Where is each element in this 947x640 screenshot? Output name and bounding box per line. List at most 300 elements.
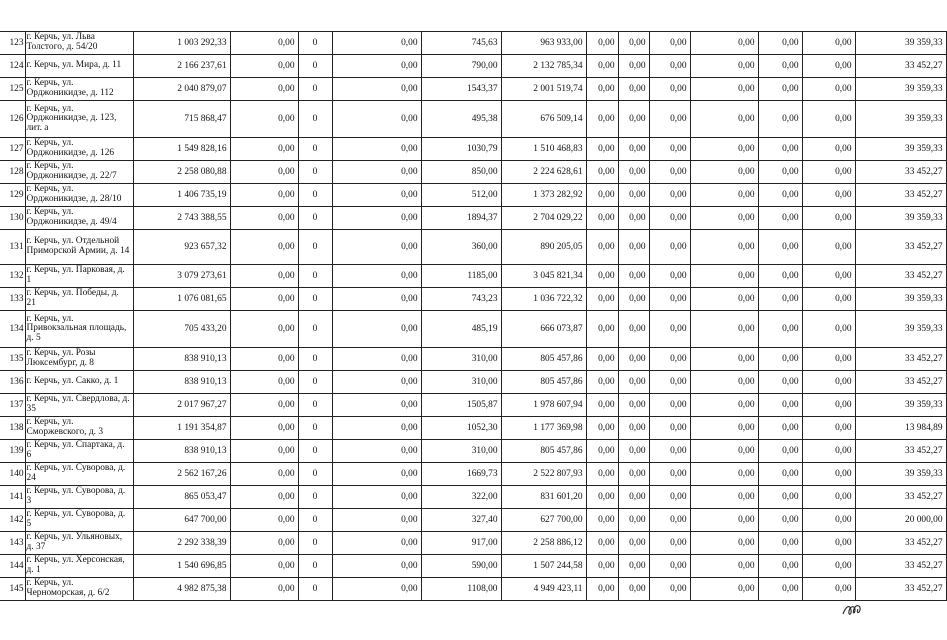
value-cell: 0,00 bbox=[758, 371, 802, 394]
table-row bbox=[0, 509, 946, 532]
value-cell: 0,00 bbox=[649, 555, 690, 578]
total-cost-cell: 865 053,47 bbox=[133, 486, 230, 509]
address-cell: г. Керчь, ул. Суворова, д. 3 bbox=[25, 486, 133, 509]
address-cell: г. Керчь, ул. Херсонская, д. 1 bbox=[25, 555, 133, 578]
row-number: 145 bbox=[0, 578, 25, 601]
other-cost-cell: 33 452,27 bbox=[855, 230, 946, 265]
value-cell: 0,00 bbox=[332, 101, 421, 138]
other-cost-cell: 39 359,33 bbox=[855, 207, 946, 230]
value-cell: 0,00 bbox=[690, 101, 758, 138]
count-cell: 0 bbox=[298, 32, 332, 55]
other-cost-cell: 39 359,33 bbox=[855, 32, 946, 55]
row-number: 144 bbox=[0, 555, 25, 578]
value-cell: 0,00 bbox=[586, 78, 618, 101]
table-row bbox=[0, 578, 946, 601]
value-cell: 0,00 bbox=[758, 288, 802, 311]
address-cell: г. Керчь, ул. Мира, д. 11 bbox=[25, 55, 133, 78]
table-row bbox=[0, 207, 946, 230]
value-cell: 0,00 bbox=[802, 509, 855, 532]
count-cell: 0 bbox=[298, 371, 332, 394]
work-cost-cell: 963 933,00 bbox=[501, 32, 586, 55]
value-cell: 0,00 bbox=[230, 463, 298, 486]
address-cell: г. Керчь, ул. Черноморская, д. 6/2 bbox=[25, 578, 133, 601]
value-cell: 0,00 bbox=[230, 532, 298, 555]
area-cell: 1185,00 bbox=[421, 265, 501, 288]
value-cell: 0,00 bbox=[690, 578, 758, 601]
count-cell: 0 bbox=[298, 265, 332, 288]
count-cell: 0 bbox=[298, 486, 332, 509]
area-cell: 485,19 bbox=[421, 311, 501, 348]
value-cell: 0,00 bbox=[586, 532, 618, 555]
value-cell: 0,00 bbox=[230, 101, 298, 138]
work-cost-cell: 1 507 244,58 bbox=[501, 555, 586, 578]
value-cell: 0,00 bbox=[586, 371, 618, 394]
row-number: 124 bbox=[0, 55, 25, 78]
value-cell: 0,00 bbox=[802, 161, 855, 184]
value-cell: 0,00 bbox=[230, 417, 298, 440]
value-cell: 0,00 bbox=[332, 32, 421, 55]
value-cell: 0,00 bbox=[618, 230, 649, 265]
table-row bbox=[0, 78, 946, 101]
other-cost-cell: 39 359,33 bbox=[855, 394, 946, 417]
value-cell: 0,00 bbox=[332, 509, 421, 532]
value-cell: 0,00 bbox=[802, 578, 855, 601]
value-cell: 0,00 bbox=[690, 371, 758, 394]
other-cost-cell: 20 000,00 bbox=[855, 509, 946, 532]
value-cell: 0,00 bbox=[332, 417, 421, 440]
value-cell: 0,00 bbox=[649, 55, 690, 78]
value-cell: 0,00 bbox=[586, 394, 618, 417]
other-cost-cell: 33 452,27 bbox=[855, 532, 946, 555]
value-cell: 0,00 bbox=[586, 101, 618, 138]
address-cell: г. Керчь, ул. Спартака, д. 6 bbox=[25, 440, 133, 463]
count-cell: 0 bbox=[298, 230, 332, 265]
row-number: 141 bbox=[0, 486, 25, 509]
row-number: 129 bbox=[0, 184, 25, 207]
count-cell: 0 bbox=[298, 578, 332, 601]
area-cell: 745,63 bbox=[421, 32, 501, 55]
value-cell: 0,00 bbox=[758, 265, 802, 288]
other-cost-cell: 39 359,33 bbox=[855, 101, 946, 138]
value-cell: 0,00 bbox=[618, 32, 649, 55]
value-cell: 0,00 bbox=[586, 184, 618, 207]
row-number: 128 bbox=[0, 161, 25, 184]
value-cell: 0,00 bbox=[802, 184, 855, 207]
row-number: 123 bbox=[0, 32, 25, 55]
area-cell: 360,00 bbox=[421, 230, 501, 265]
value-cell: 0,00 bbox=[649, 509, 690, 532]
value-cell: 0,00 bbox=[649, 288, 690, 311]
row-number: 131 bbox=[0, 230, 25, 265]
value-cell: 0,00 bbox=[618, 555, 649, 578]
total-cost-cell: 4 982 875,38 bbox=[133, 578, 230, 601]
row-number: 139 bbox=[0, 440, 25, 463]
value-cell: 0,00 bbox=[230, 348, 298, 371]
value-cell: 0,00 bbox=[332, 348, 421, 371]
value-cell: 0,00 bbox=[802, 555, 855, 578]
value-cell: 0,00 bbox=[649, 138, 690, 161]
address-cell: г. Керчь, ул. Орджоникидзе, д. 126 bbox=[25, 138, 133, 161]
area-cell: 1030,79 bbox=[421, 138, 501, 161]
work-cost-cell: 1 036 722,32 bbox=[501, 288, 586, 311]
value-cell: 0,00 bbox=[586, 55, 618, 78]
value-cell: 0,00 bbox=[332, 463, 421, 486]
value-cell: 0,00 bbox=[586, 348, 618, 371]
total-cost-cell: 2 258 080,88 bbox=[133, 161, 230, 184]
count-cell: 0 bbox=[298, 138, 332, 161]
count-cell: 0 bbox=[298, 555, 332, 578]
value-cell: 0,00 bbox=[586, 138, 618, 161]
value-cell: 0,00 bbox=[230, 394, 298, 417]
work-cost-cell: 627 700,00 bbox=[501, 509, 586, 532]
value-cell: 0,00 bbox=[802, 265, 855, 288]
value-cell: 0,00 bbox=[586, 207, 618, 230]
address-cell: г. Керчь, ул. Орджоникидзе, д. 22/7 bbox=[25, 161, 133, 184]
value-cell: 0,00 bbox=[230, 78, 298, 101]
value-cell: 0,00 bbox=[332, 555, 421, 578]
value-cell: 0,00 bbox=[649, 463, 690, 486]
table-row bbox=[0, 184, 946, 207]
value-cell: 0,00 bbox=[802, 532, 855, 555]
other-cost-cell: 33 452,27 bbox=[855, 55, 946, 78]
area-cell: 1108,00 bbox=[421, 578, 501, 601]
value-cell: 0,00 bbox=[649, 440, 690, 463]
value-cell: 0,00 bbox=[802, 394, 855, 417]
area-cell: 1052,30 bbox=[421, 417, 501, 440]
value-cell: 0,00 bbox=[230, 138, 298, 161]
value-cell: 0,00 bbox=[230, 555, 298, 578]
area-cell: 1894,37 bbox=[421, 207, 501, 230]
value-cell: 0,00 bbox=[802, 371, 855, 394]
table-row bbox=[0, 101, 946, 138]
value-cell: 0,00 bbox=[586, 32, 618, 55]
count-cell: 0 bbox=[298, 288, 332, 311]
row-number: 134 bbox=[0, 311, 25, 348]
value-cell: 0,00 bbox=[332, 184, 421, 207]
value-cell: 0,00 bbox=[618, 311, 649, 348]
value-cell: 0,00 bbox=[618, 207, 649, 230]
value-cell: 0,00 bbox=[618, 578, 649, 601]
value-cell: 0,00 bbox=[758, 101, 802, 138]
address-cell: г. Керчь, ул. Орджоникидзе, д. 123, лит. а bbox=[25, 101, 133, 138]
value-cell: 0,00 bbox=[758, 207, 802, 230]
work-cost-cell: 4 949 423,11 bbox=[501, 578, 586, 601]
table-row bbox=[0, 230, 946, 265]
value-cell: 0,00 bbox=[618, 161, 649, 184]
value-cell: 0,00 bbox=[618, 417, 649, 440]
value-cell: 0,00 bbox=[758, 348, 802, 371]
value-cell: 0,00 bbox=[618, 138, 649, 161]
value-cell: 0,00 bbox=[690, 230, 758, 265]
work-cost-cell: 666 073,87 bbox=[501, 311, 586, 348]
value-cell: 0,00 bbox=[230, 371, 298, 394]
value-cell: 0,00 bbox=[649, 78, 690, 101]
table-body bbox=[0, 32, 946, 601]
row-number: 132 bbox=[0, 265, 25, 288]
value-cell: 0,00 bbox=[802, 78, 855, 101]
value-cell: 0,00 bbox=[586, 417, 618, 440]
work-cost-cell: 1 510 468,83 bbox=[501, 138, 586, 161]
value-cell: 0,00 bbox=[618, 265, 649, 288]
address-cell: г. Керчь, ул. Свердлова, д. 35 bbox=[25, 394, 133, 417]
value-cell: 0,00 bbox=[586, 486, 618, 509]
value-cell: 0,00 bbox=[649, 207, 690, 230]
value-cell: 0,00 bbox=[802, 311, 855, 348]
row-number: 133 bbox=[0, 288, 25, 311]
total-cost-cell: 838 910,13 bbox=[133, 371, 230, 394]
address-cell: г. Керчь, ул. Привокзальная площадь, д. 5 bbox=[25, 311, 133, 348]
value-cell: 0,00 bbox=[690, 184, 758, 207]
work-cost-cell: 1 373 282,92 bbox=[501, 184, 586, 207]
value-cell: 0,00 bbox=[649, 161, 690, 184]
count-cell: 0 bbox=[298, 394, 332, 417]
row-number: 143 bbox=[0, 532, 25, 555]
value-cell: 0,00 bbox=[802, 440, 855, 463]
value-cell: 0,00 bbox=[758, 555, 802, 578]
value-cell: 0,00 bbox=[332, 440, 421, 463]
other-cost-cell: 39 359,33 bbox=[855, 288, 946, 311]
value-cell: 0,00 bbox=[230, 207, 298, 230]
total-cost-cell: 1 191 354,87 bbox=[133, 417, 230, 440]
value-cell: 0,00 bbox=[690, 32, 758, 55]
value-cell: 0,00 bbox=[618, 509, 649, 532]
address-cell: г. Керчь, ул. Суворова, д. 24 bbox=[25, 463, 133, 486]
value-cell: 0,00 bbox=[649, 101, 690, 138]
work-cost-cell: 3 045 821,34 bbox=[501, 265, 586, 288]
value-cell: 0,00 bbox=[758, 440, 802, 463]
value-cell: 0,00 bbox=[690, 394, 758, 417]
address-cell: г. Керчь, ул. Ульяновых, д. 37 bbox=[25, 532, 133, 555]
address-cell: г. Керчь, ул. Орджоникидзе, д. 28/10 bbox=[25, 184, 133, 207]
count-cell: 0 bbox=[298, 55, 332, 78]
total-cost-cell: 838 910,13 bbox=[133, 348, 230, 371]
value-cell: 0,00 bbox=[690, 417, 758, 440]
work-cost-cell: 2 001 519,74 bbox=[501, 78, 586, 101]
row-number: 137 bbox=[0, 394, 25, 417]
value-cell: 0,00 bbox=[230, 486, 298, 509]
value-cell: 0,00 bbox=[332, 138, 421, 161]
value-cell: 0,00 bbox=[758, 161, 802, 184]
value-cell: 0,00 bbox=[332, 486, 421, 509]
count-cell: 0 bbox=[298, 101, 332, 138]
work-cost-cell: 2 704 029,22 bbox=[501, 207, 586, 230]
count-cell: 0 bbox=[298, 532, 332, 555]
area-cell: 1669,73 bbox=[421, 463, 501, 486]
area-cell: 310,00 bbox=[421, 440, 501, 463]
value-cell: 0,00 bbox=[618, 463, 649, 486]
value-cell: 0,00 bbox=[586, 463, 618, 486]
value-cell: 0,00 bbox=[802, 207, 855, 230]
value-cell: 0,00 bbox=[230, 311, 298, 348]
value-cell: 0,00 bbox=[230, 578, 298, 601]
value-cell: 0,00 bbox=[802, 463, 855, 486]
value-cell: 0,00 bbox=[758, 417, 802, 440]
total-cost-cell: 2 562 167,26 bbox=[133, 463, 230, 486]
value-cell: 0,00 bbox=[690, 509, 758, 532]
value-cell: 0,00 bbox=[690, 311, 758, 348]
table-row bbox=[0, 348, 946, 371]
value-cell: 0,00 bbox=[690, 265, 758, 288]
value-cell: 0,00 bbox=[690, 486, 758, 509]
value-cell: 0,00 bbox=[332, 161, 421, 184]
value-cell: 0,00 bbox=[586, 230, 618, 265]
other-cost-cell: 33 452,27 bbox=[855, 184, 946, 207]
row-number: 130 bbox=[0, 207, 25, 230]
value-cell: 0,00 bbox=[690, 532, 758, 555]
value-cell: 0,00 bbox=[690, 463, 758, 486]
address-cell: г. Керчь, ул. Розы Люксембург, д. 8 bbox=[25, 348, 133, 371]
value-cell: 0,00 bbox=[618, 371, 649, 394]
area-cell: 1543,37 bbox=[421, 78, 501, 101]
address-cell: г. Керчь, ул. Сакко, д. 1 bbox=[25, 371, 133, 394]
value-cell: 0,00 bbox=[690, 440, 758, 463]
value-cell: 0,00 bbox=[618, 101, 649, 138]
value-cell: 0,00 bbox=[802, 288, 855, 311]
value-cell: 0,00 bbox=[649, 230, 690, 265]
value-cell: 0,00 bbox=[690, 555, 758, 578]
table-row bbox=[0, 32, 946, 55]
value-cell: 0,00 bbox=[586, 265, 618, 288]
total-cost-cell: 1 406 735,19 bbox=[133, 184, 230, 207]
signature-mark bbox=[842, 600, 864, 618]
address-cell: г. Керчь, ул. Льва Толстого, д. 54/20 bbox=[25, 32, 133, 55]
area-cell: 327,40 bbox=[421, 509, 501, 532]
row-number: 127 bbox=[0, 138, 25, 161]
table-row bbox=[0, 394, 946, 417]
table-row bbox=[0, 265, 946, 288]
total-cost-cell: 3 079 273,61 bbox=[133, 265, 230, 288]
work-cost-cell: 676 509,14 bbox=[501, 101, 586, 138]
value-cell: 0,00 bbox=[230, 509, 298, 532]
count-cell: 0 bbox=[298, 417, 332, 440]
value-cell: 0,00 bbox=[649, 486, 690, 509]
row-number: 142 bbox=[0, 509, 25, 532]
other-cost-cell: 33 452,27 bbox=[855, 265, 946, 288]
total-cost-cell: 1 076 081,65 bbox=[133, 288, 230, 311]
value-cell: 0,00 bbox=[618, 348, 649, 371]
value-cell: 0,00 bbox=[618, 532, 649, 555]
count-cell: 0 bbox=[298, 78, 332, 101]
total-cost-cell: 715 868,47 bbox=[133, 101, 230, 138]
other-cost-cell: 33 452,27 bbox=[855, 555, 946, 578]
value-cell: 0,00 bbox=[586, 509, 618, 532]
value-cell: 0,00 bbox=[230, 55, 298, 78]
row-number: 125 bbox=[0, 78, 25, 101]
value-cell: 0,00 bbox=[802, 486, 855, 509]
work-cost-cell: 2 224 628,61 bbox=[501, 161, 586, 184]
count-cell: 0 bbox=[298, 463, 332, 486]
total-cost-cell: 2 017 967,27 bbox=[133, 394, 230, 417]
value-cell: 0,00 bbox=[802, 101, 855, 138]
value-cell: 0,00 bbox=[649, 578, 690, 601]
value-cell: 0,00 bbox=[586, 555, 618, 578]
total-cost-cell: 647 700,00 bbox=[133, 509, 230, 532]
value-cell: 0,00 bbox=[802, 55, 855, 78]
total-cost-cell: 2 292 338,39 bbox=[133, 532, 230, 555]
other-cost-cell: 33 452,27 bbox=[855, 371, 946, 394]
count-cell: 0 bbox=[298, 509, 332, 532]
value-cell: 0,00 bbox=[690, 138, 758, 161]
value-cell: 0,00 bbox=[758, 184, 802, 207]
total-cost-cell: 705 433,20 bbox=[133, 311, 230, 348]
work-cost-cell: 831 601,20 bbox=[501, 486, 586, 509]
value-cell: 0,00 bbox=[758, 55, 802, 78]
value-cell: 0,00 bbox=[690, 55, 758, 78]
table-row bbox=[0, 463, 946, 486]
value-cell: 0,00 bbox=[758, 486, 802, 509]
other-cost-cell: 39 359,33 bbox=[855, 138, 946, 161]
total-cost-cell: 1 549 828,16 bbox=[133, 138, 230, 161]
value-cell: 0,00 bbox=[332, 394, 421, 417]
value-cell: 0,00 bbox=[618, 78, 649, 101]
count-cell: 0 bbox=[298, 184, 332, 207]
value-cell: 0,00 bbox=[230, 32, 298, 55]
value-cell: 0,00 bbox=[649, 311, 690, 348]
count-cell: 0 bbox=[298, 207, 332, 230]
work-cost-cell: 805 457,86 bbox=[501, 440, 586, 463]
work-cost-cell: 2 258 886,12 bbox=[501, 532, 586, 555]
work-cost-cell: 805 457,86 bbox=[501, 348, 586, 371]
work-cost-cell: 890 205,05 bbox=[501, 230, 586, 265]
table-row bbox=[0, 417, 946, 440]
row-number: 126 bbox=[0, 101, 25, 138]
row-number: 140 bbox=[0, 463, 25, 486]
total-cost-cell: 1 540 696,85 bbox=[133, 555, 230, 578]
count-cell: 0 bbox=[298, 161, 332, 184]
table-row bbox=[0, 555, 946, 578]
value-cell: 0,00 bbox=[649, 32, 690, 55]
area-cell: 310,00 bbox=[421, 371, 501, 394]
other-cost-cell: 39 359,33 bbox=[855, 78, 946, 101]
row-number: 138 bbox=[0, 417, 25, 440]
value-cell: 0,00 bbox=[332, 78, 421, 101]
value-cell: 0,00 bbox=[758, 463, 802, 486]
value-cell: 0,00 bbox=[332, 578, 421, 601]
value-cell: 0,00 bbox=[586, 288, 618, 311]
value-cell: 0,00 bbox=[758, 230, 802, 265]
value-cell: 0,00 bbox=[618, 394, 649, 417]
value-cell: 0,00 bbox=[618, 486, 649, 509]
value-cell: 0,00 bbox=[230, 230, 298, 265]
other-cost-cell: 33 452,27 bbox=[855, 578, 946, 601]
value-cell: 0,00 bbox=[618, 55, 649, 78]
cost-table bbox=[0, 31, 947, 601]
other-cost-cell: 33 452,27 bbox=[855, 440, 946, 463]
area-cell: 1505,87 bbox=[421, 394, 501, 417]
total-cost-cell: 838 910,13 bbox=[133, 440, 230, 463]
value-cell: 0,00 bbox=[586, 440, 618, 463]
total-cost-cell: 1 003 292,33 bbox=[133, 32, 230, 55]
count-cell: 0 bbox=[298, 440, 332, 463]
table-row bbox=[0, 486, 946, 509]
value-cell: 0,00 bbox=[332, 311, 421, 348]
value-cell: 0,00 bbox=[649, 371, 690, 394]
area-cell: 310,00 bbox=[421, 348, 501, 371]
work-cost-cell: 1 177 369,98 bbox=[501, 417, 586, 440]
value-cell: 0,00 bbox=[230, 184, 298, 207]
table-row bbox=[0, 440, 946, 463]
table-row bbox=[0, 288, 946, 311]
value-cell: 0,00 bbox=[332, 265, 421, 288]
address-cell: г. Керчь, ул. Победы, д. 21 bbox=[25, 288, 133, 311]
value-cell: 0,00 bbox=[758, 394, 802, 417]
area-cell: 512,00 bbox=[421, 184, 501, 207]
total-cost-cell: 2 743 388,55 bbox=[133, 207, 230, 230]
value-cell: 0,00 bbox=[332, 230, 421, 265]
value-cell: 0,00 bbox=[230, 440, 298, 463]
area-cell: 743,23 bbox=[421, 288, 501, 311]
area-cell: 322,00 bbox=[421, 486, 501, 509]
